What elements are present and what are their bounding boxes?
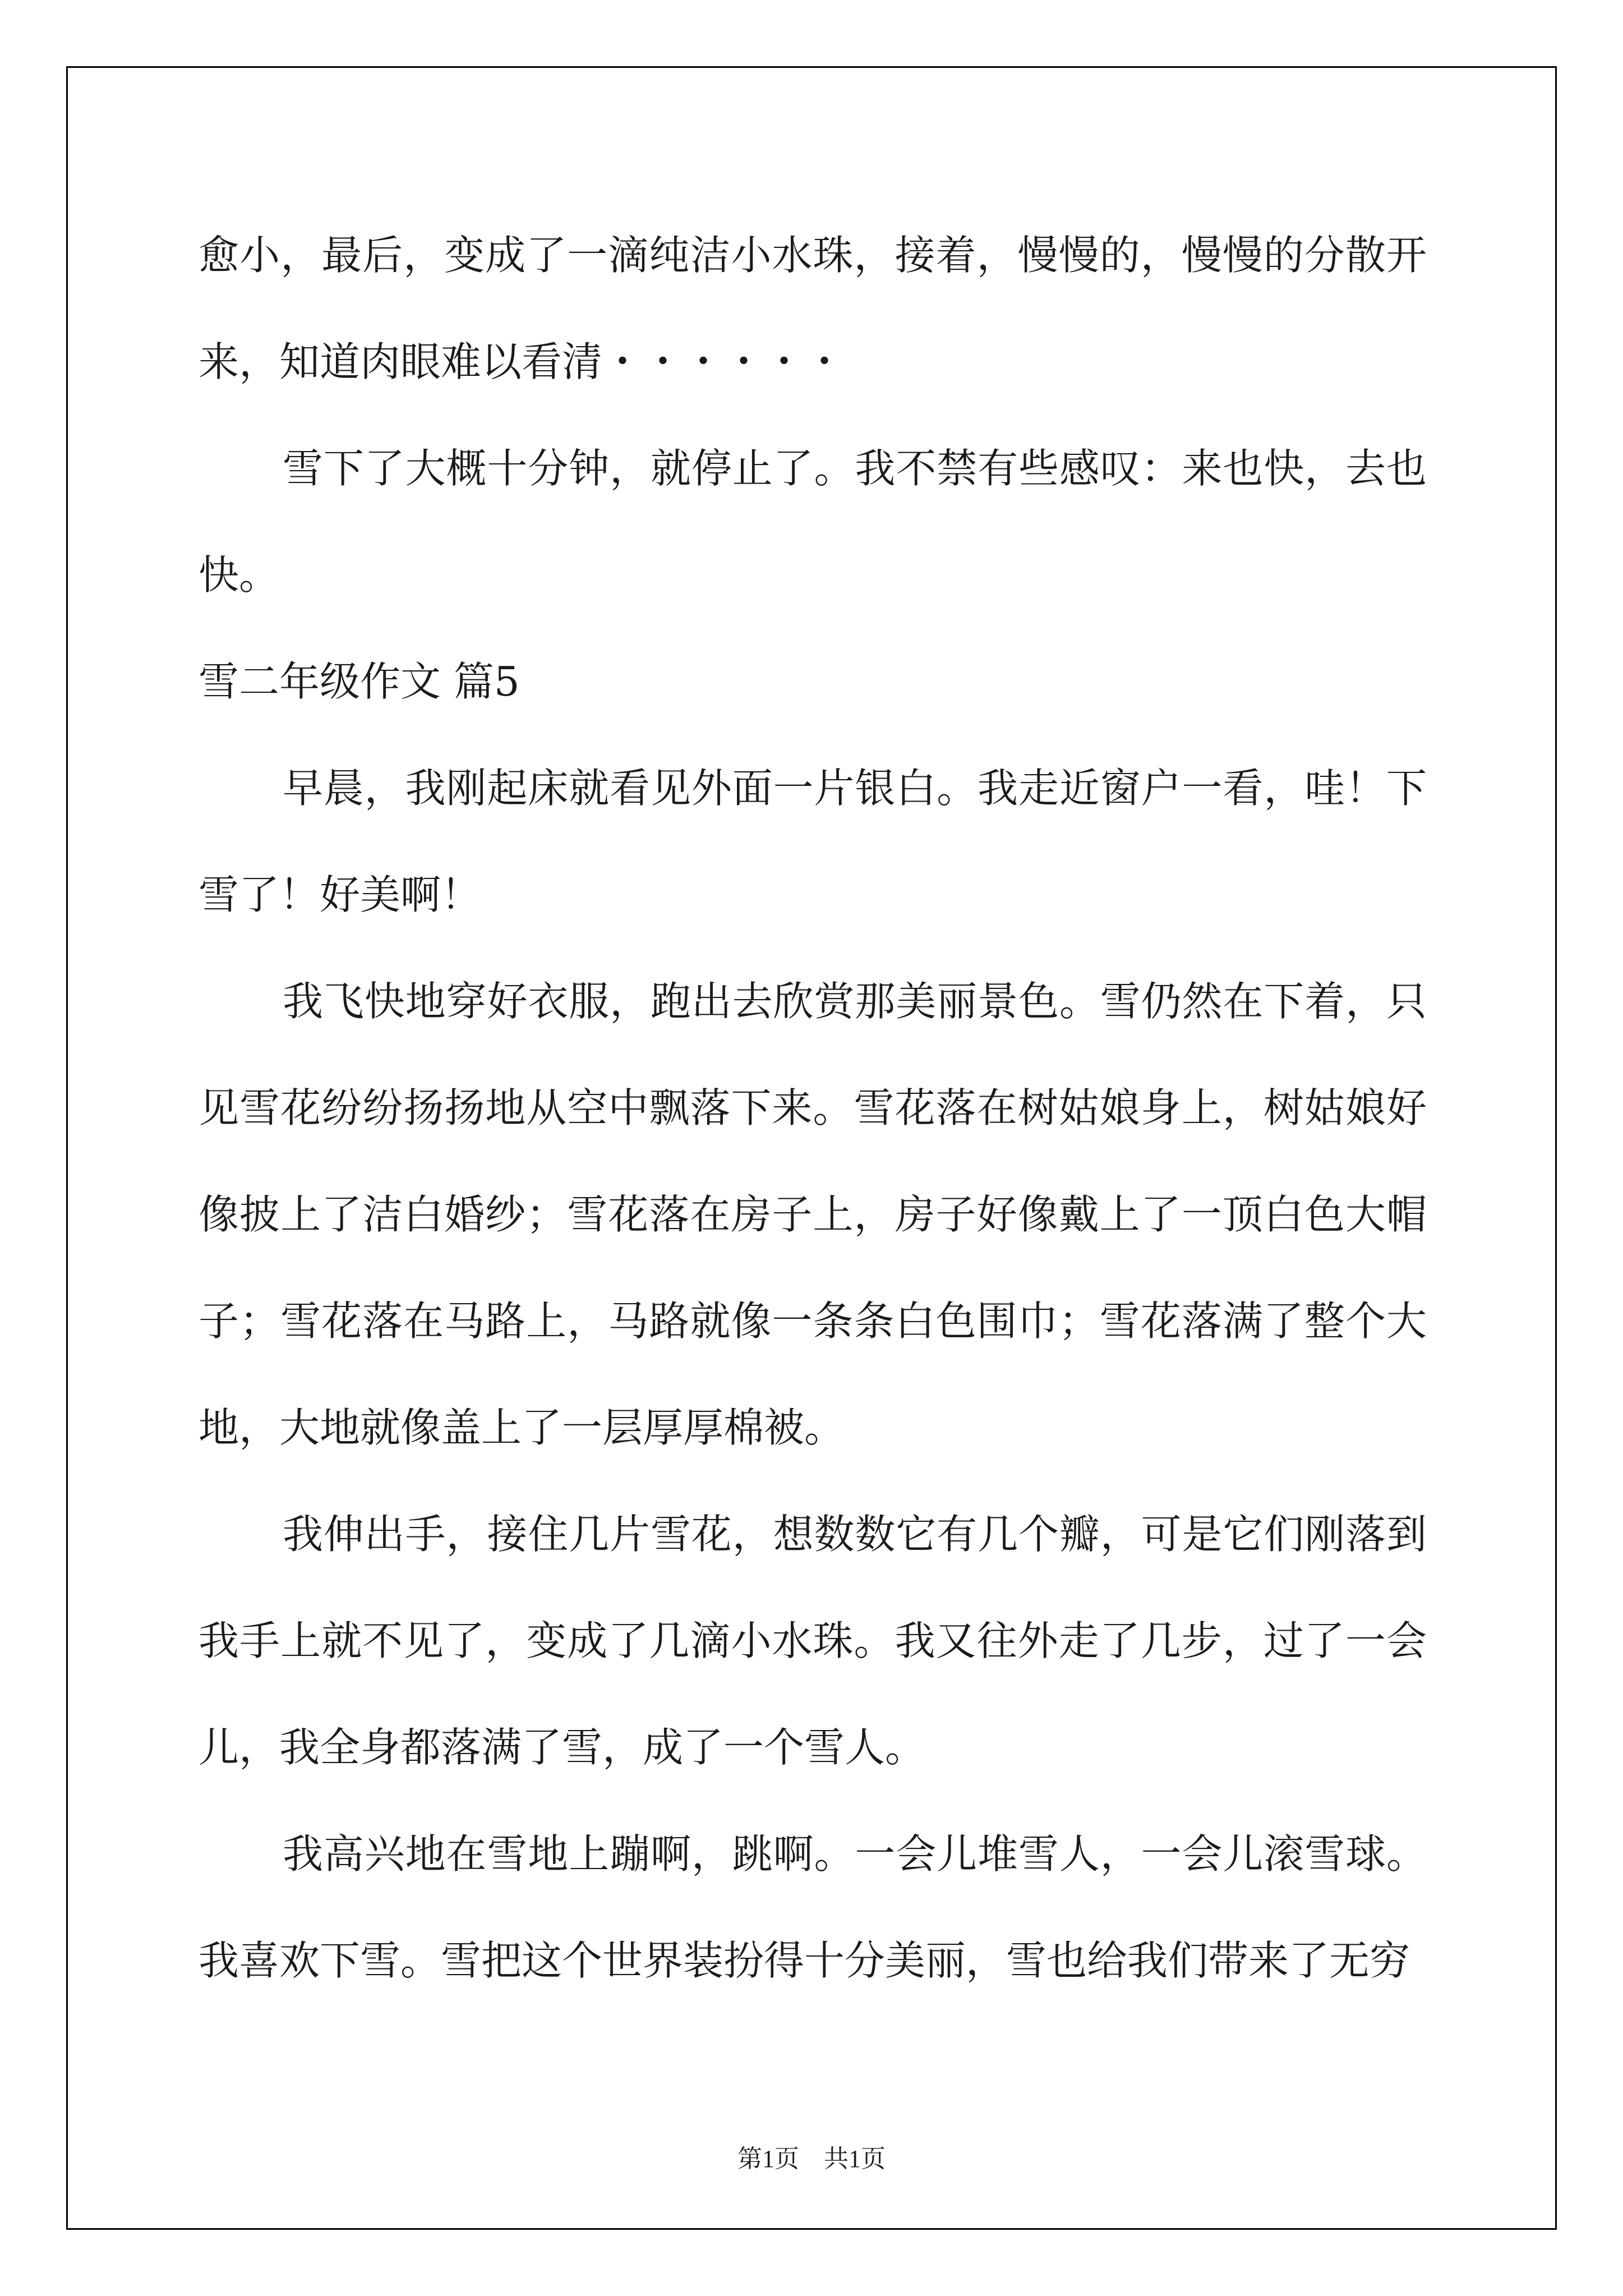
section-heading: 雪二年级作文 篇5: [199, 658, 520, 705]
paragraph-continuation: 愈小，最后，变成了一滴纯洁小水珠，接着，慢慢的，慢慢的分散开来，知道肉眼难以看清・・・・・・: [199, 232, 1427, 385]
paragraph: 我伸出手，接住几片雪花，想数数它有几个瓣，可是它们刚落到我手上就不见了，变成了几滴小水珠。我又往外走了几步，过了一会儿，我全身都落满了雪，成了一个雪人。: [199, 1511, 1427, 1771]
paragraph: 雪下了大概十分钟，就停止了。我不禁有些感叹：来也快，去也快。: [199, 445, 1427, 599]
paragraph: 我高兴地在雪地上蹦啊，跳啊。一会儿堆雪人，一会儿滚雪球。我喜欢下雪。雪把这个世界装扮得十分美丽，雪也给我们带来了无穷: [199, 1830, 1427, 1984]
paragraph: 我飞快地穿好衣服，跑出去欣赏那美丽景色。雪仍然在下着，只见雪花纷纷扬扬地从空中飘落下来。雪花落在树姑娘身上，树姑娘好像披上了洁白婚纱；雪花落在房子上，房子好像戴上了一顶白色大帽子；雪花落在马路上，马路就像一条条白色围巾；雪花落满了整个大地，大地就像盖上了一层厚厚棉被。: [199, 978, 1427, 1451]
paragraph: 早晨，我刚起床就看见外面一片银白。我走近窗户一看，哇！下雪了！好美啊！: [199, 765, 1427, 918]
document-body: [199, 202, 1427, 2014]
page-number-footer: 第1页 共1页: [737, 2145, 886, 2173]
